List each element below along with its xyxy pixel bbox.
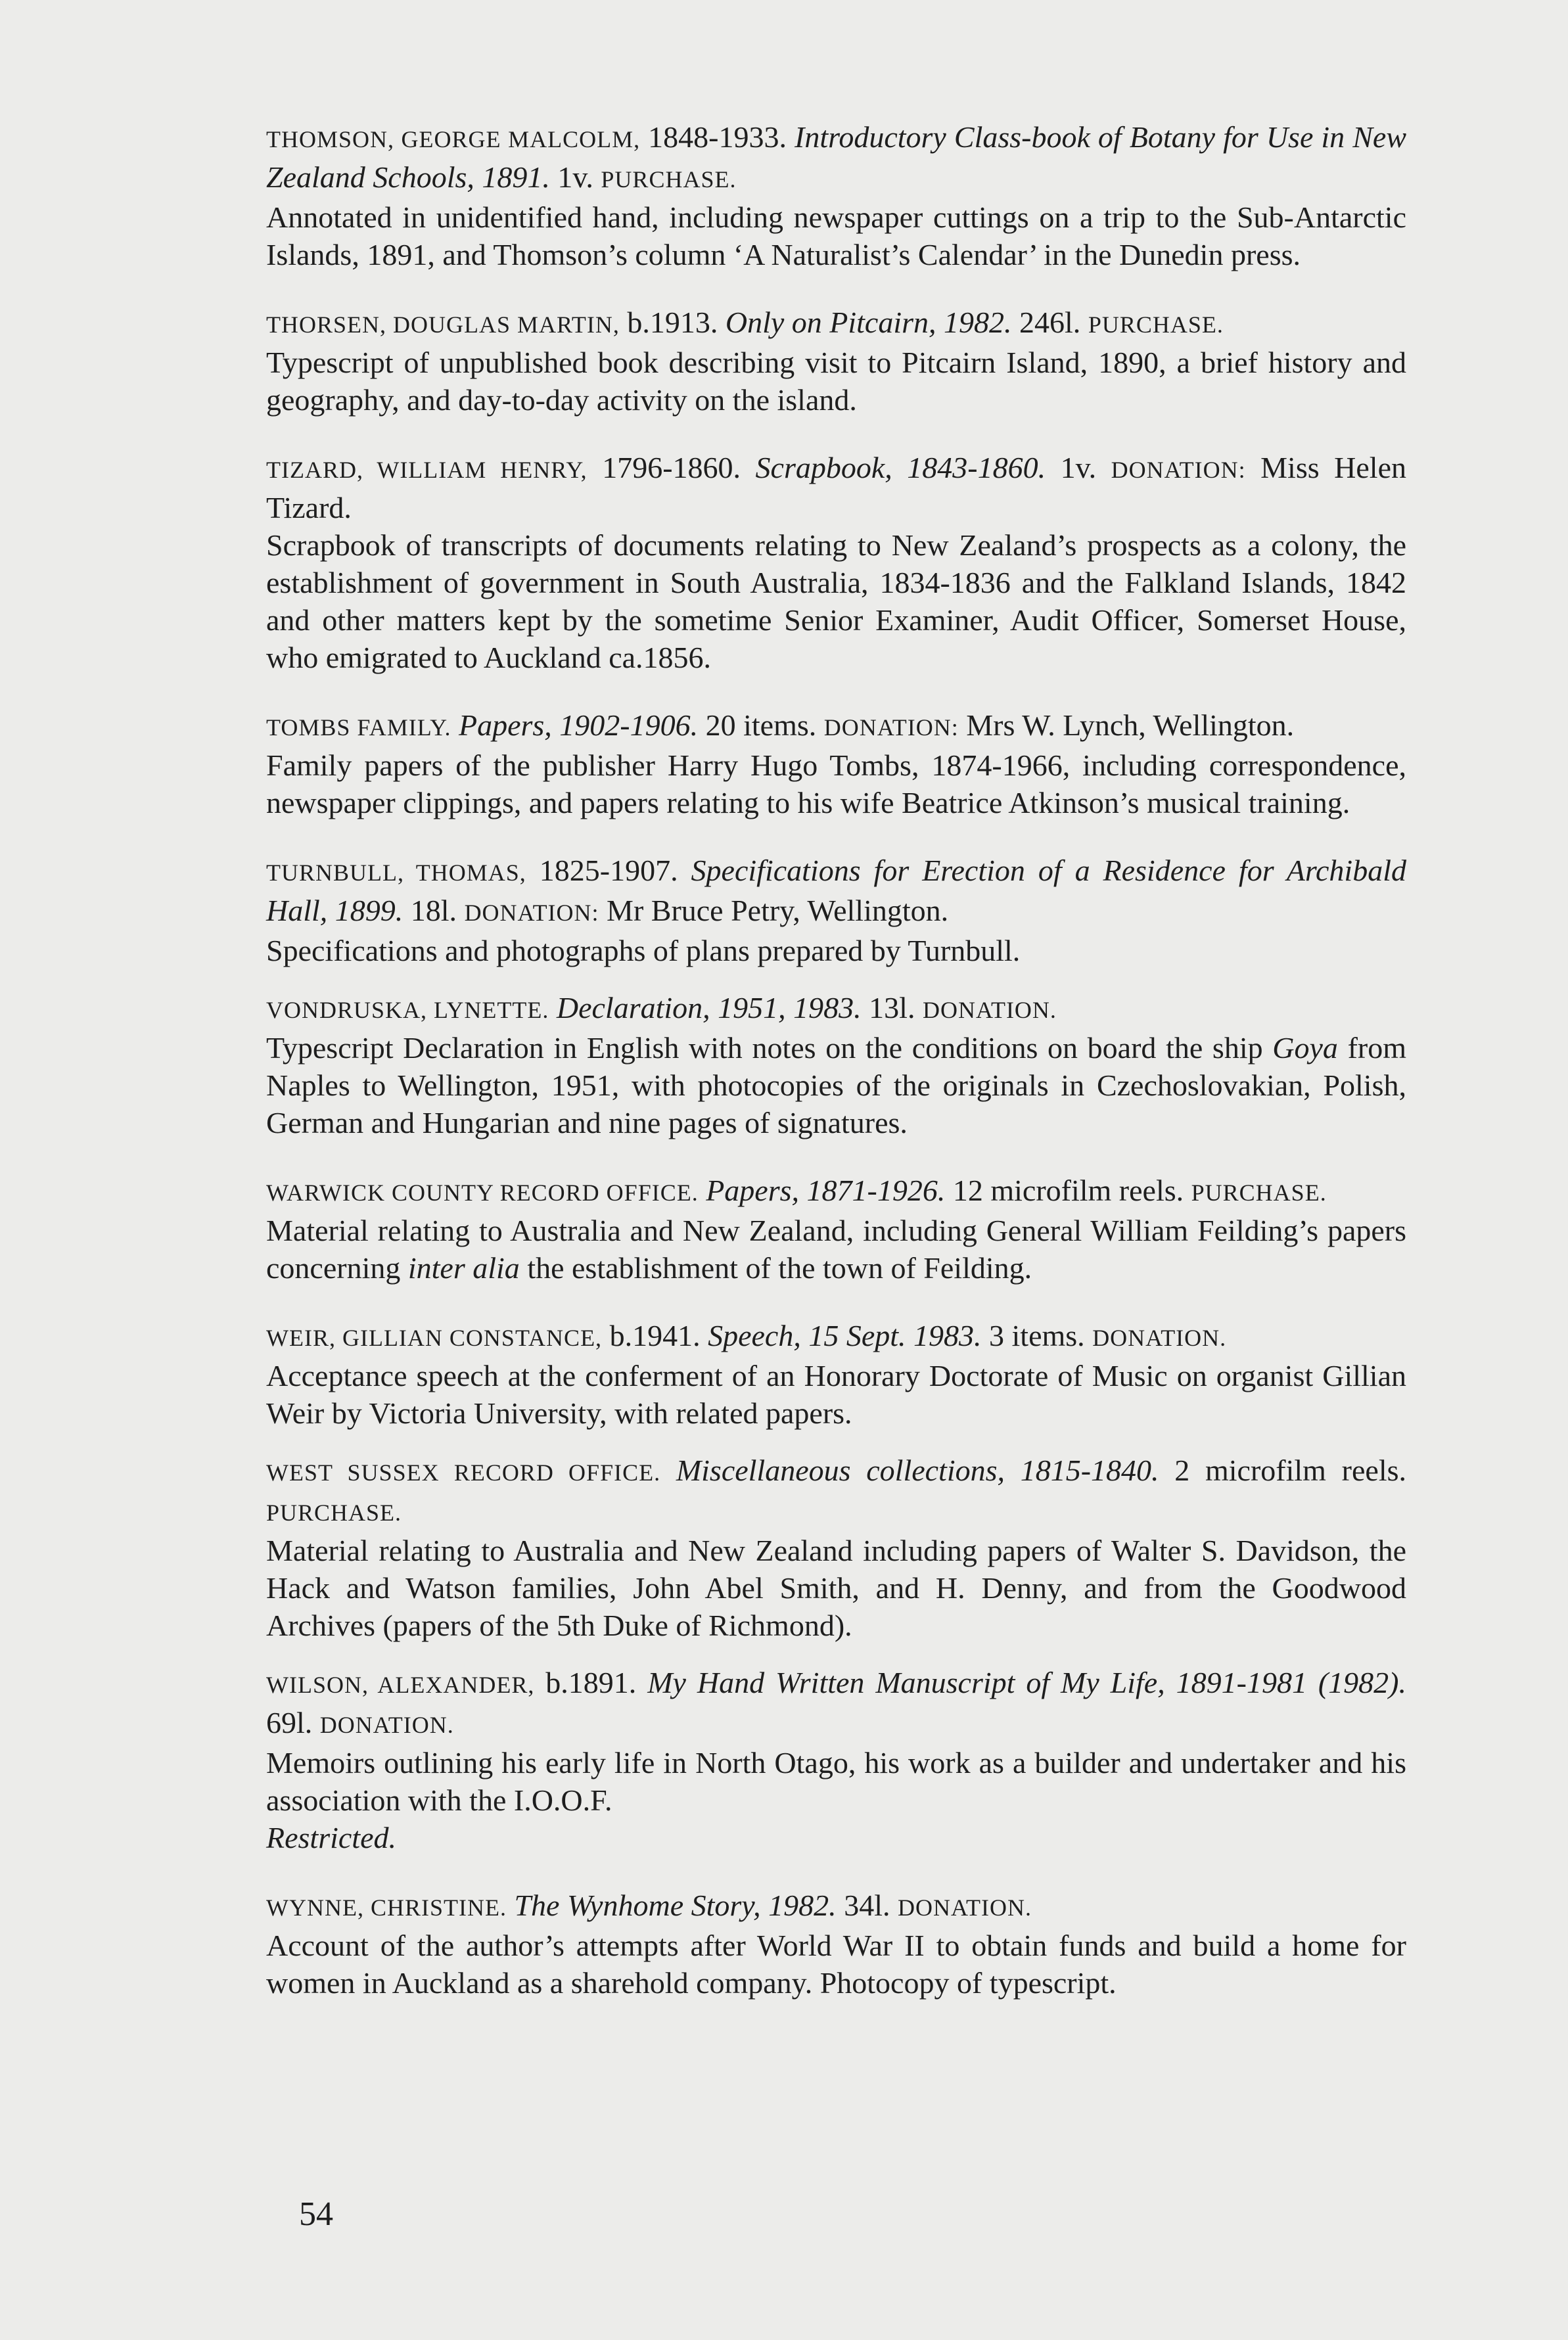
entry-extent: 246l. [1011,306,1088,339]
entry-heading [266,989,1406,1029]
entry-name: WYNNE, CHRISTINE. [266,1894,507,1921]
entry-title: Scrapbook, 1843-1860. [755,451,1046,484]
entry-title: My Hand Written Manuscript of My Life, 1891-1981 (1982). [647,1666,1407,1699]
entry-title: Miscellaneous collections, 1815-1840. [676,1454,1159,1487]
entry-title: The Wynhome Story, 1982. [514,1889,837,1922]
entry-heading [266,118,1406,198]
entry-heading [266,852,1406,932]
entry-description-text: Material relating to Australia and New Zealand, including General William Feilding’s papers concerning [266,1214,1406,1285]
entry-dates: 1796-1860. [587,451,756,484]
entry-heading [266,304,1406,344]
entry-heading [266,1664,1406,1744]
entry-extent: 2 microfilm reels. [1159,1454,1407,1487]
entry-acquisition-source: Mr Bruce Petry, Wellington. [599,894,949,927]
entry-dates: b.1941. [602,1319,708,1352]
entry-description-text: Typescript Declaration in English with notes on the conditions on board the ship [266,1031,1273,1065]
page-number: 54 [299,2195,333,2233]
entry-dates: b.1891. [534,1666,648,1699]
entry-extent: 3 items. [981,1319,1093,1352]
catalogue-entry [266,989,1406,1141]
entry-name: THOMSON, GEORGE MALCOLM, [266,126,641,152]
entry-acquisition: PURCHASE. [1191,1180,1327,1206]
entry-name: TIZARD, WILLIAM HENRY, [266,457,588,483]
entry-description [266,1212,1406,1287]
entry-acquisition-source: Mrs W. Lynch, Wellington. [958,708,1295,742]
catalogue-entry [266,1664,1406,1856]
entry-acquisition: PURCHASE. [1088,311,1224,338]
entry-name: WILSON, ALEXANDER, [266,1672,535,1698]
entry-acquisition: PURCHASE. [266,1500,402,1526]
entry-description [266,1029,1406,1141]
catalogue-entry [266,1887,1406,2002]
entry-extent: 1v. [1046,451,1111,484]
entry-extent: 69l. [266,1706,320,1739]
entry-heading [266,706,1406,746]
catalogue-column [266,118,1406,2032]
entry-dates [699,1174,706,1207]
catalogue-entry [266,1452,1406,1644]
entry-dates [507,1889,515,1922]
entry-description: Specifications and photographs of plans prepared by Turnbull. [266,934,1021,967]
entry-dates [549,991,557,1024]
restricted-note: Restricted. [266,1821,396,1854]
entry-acquisition: DONATION. [922,997,1057,1023]
entry-description: Annotated in unidentified hand, including newspaper cuttings on a trip to the Sub-Antarctic Islands, 1891, and Thomson’s column ‘A Naturalist’s Calendar’ in the Dunedin press. [266,200,1406,271]
entry-heading [266,1887,1406,1927]
entry-description: Scrapbook of transcripts of documents relating to New Zealand’s prospects as a colony, the establishment of government in South Australia, 1834-1836 and the Falkland Islands, 1842 and other matters kept by the sometime Senior Examiner, Audit Officer, Somerset House, who emigrated to Auckland ca.1856. [266,528,1406,674]
entry-description: Acceptance speech at the conferment of an Honorary Doctorate of Music on organist Gillian Weir by Victoria University, with related papers. [266,1359,1406,1430]
entry-dates: 1825-1907. [526,854,691,887]
entry-name: WARWICK COUNTY RECORD OFFICE. [266,1180,699,1206]
entry-extent: 12 microfilm reels. [945,1174,1191,1207]
entry-extent: 20 items. [698,708,824,742]
entry-title: Speech, 15 Sept. 1983. [708,1319,982,1352]
entry-title: Papers, 1871-1926. [706,1174,946,1207]
entry-name: VONDRUSKA, LYNETTE. [266,997,549,1023]
latin-phrase: inter alia [407,1251,520,1285]
entry-name: TURNBULL, THOMAS, [266,860,526,886]
entry-heading [266,1172,1406,1212]
entry-description: Material relating to Australia and New Zealand including papers of Walter S. Davidson, the Hack and Watson families, John Abel Smith, and H. Denny, and from the Goodwood Archives (papers of the 5th Duke of Richmond). [266,1534,1406,1642]
entry-dates: b.1913. [619,306,726,339]
entry-dates [451,708,459,742]
entry-description-text: the establishment of the town of Feilding. [519,1251,1032,1285]
entry-description: Typescript of unpublished book describing visit to Pitcairn Island, 1890, a brief history and geography, and day-to-day activity on the island. [266,346,1406,417]
entry-title: Only on Pitcairn, 1982. [725,306,1012,339]
entry-description: Family papers of the publisher Harry Hugo Tombs, 1874-1966, including correspondence, newspaper clippings, and papers relating to his wife Beatrice Atkinson’s musical training. [266,748,1406,819]
catalogue-entry [266,118,1406,273]
entry-description: Account of the author’s attempts after World War II to obtain funds and build a home for women in Auckland as a sharehold company. Photocopy of typescript. [266,1929,1406,2000]
entry-extent: 34l. [836,1889,898,1922]
entry-heading [266,1452,1406,1532]
entry-acquisition: DONATION: [464,900,599,926]
ship-name: Goya [1272,1031,1338,1065]
entry-dates [660,1454,676,1487]
entry-name: WEST SUSSEX RECORD OFFICE. [266,1459,661,1486]
entry-title: Declaration, 1951, 1983. [556,991,862,1024]
catalogue-entry [266,1172,1406,1287]
entry-acquisition: DONATION. [319,1712,454,1738]
catalogue-entry [266,1317,1406,1432]
entry-extent: 13l. [861,991,923,1024]
catalogue-entry [266,304,1406,419]
entry-name: TOMBS FAMILY. [266,714,451,741]
catalogue-entry [266,852,1406,969]
catalogue-entry [266,706,1406,821]
entry-title: Papers, 1902-1906. [458,708,699,742]
entry-extent: 18l. [403,894,465,927]
entry-acquisition: DONATION: [823,714,959,741]
entry-heading [266,1317,1406,1357]
entry-description: Memoirs outlining his early life in North Otago, his work as a builder and undertaker and his association with the I.O.O.F. [266,1746,1406,1817]
entry-acquisition: DONATION. [1092,1325,1227,1351]
entry-acquisition: DONATION. [897,1894,1032,1921]
entry-description-text: from Naples to Wellington, 1951, with photocopies of the originals in Czechoslovakian, Polish, German and Hungarian and nine pages of signatures. [266,1031,1406,1139]
entry-acquisition: DONATION: [1111,457,1246,483]
entry-heading [266,449,1406,526]
entry-name: WEIR, GILLIAN CONSTANCE, [266,1325,603,1351]
entry-extent: 1v. [549,160,601,194]
entry-acquisition: PURCHASE. [601,166,737,193]
entry-acquisition-source: Miss Helen Tizard. [266,451,1406,524]
catalogue-entry [266,449,1406,676]
entry-dates: 1848-1933. [640,120,795,154]
entry-title: Introductory Class-book of Botany for Use in New Zealand Schools, 1891. [266,120,1407,194]
entry-title: Specifications for Erection of a Residence for Archibald Hall, 1899. [266,854,1406,927]
entry-name: THORSEN, DOUGLAS MARTIN, [266,311,620,338]
